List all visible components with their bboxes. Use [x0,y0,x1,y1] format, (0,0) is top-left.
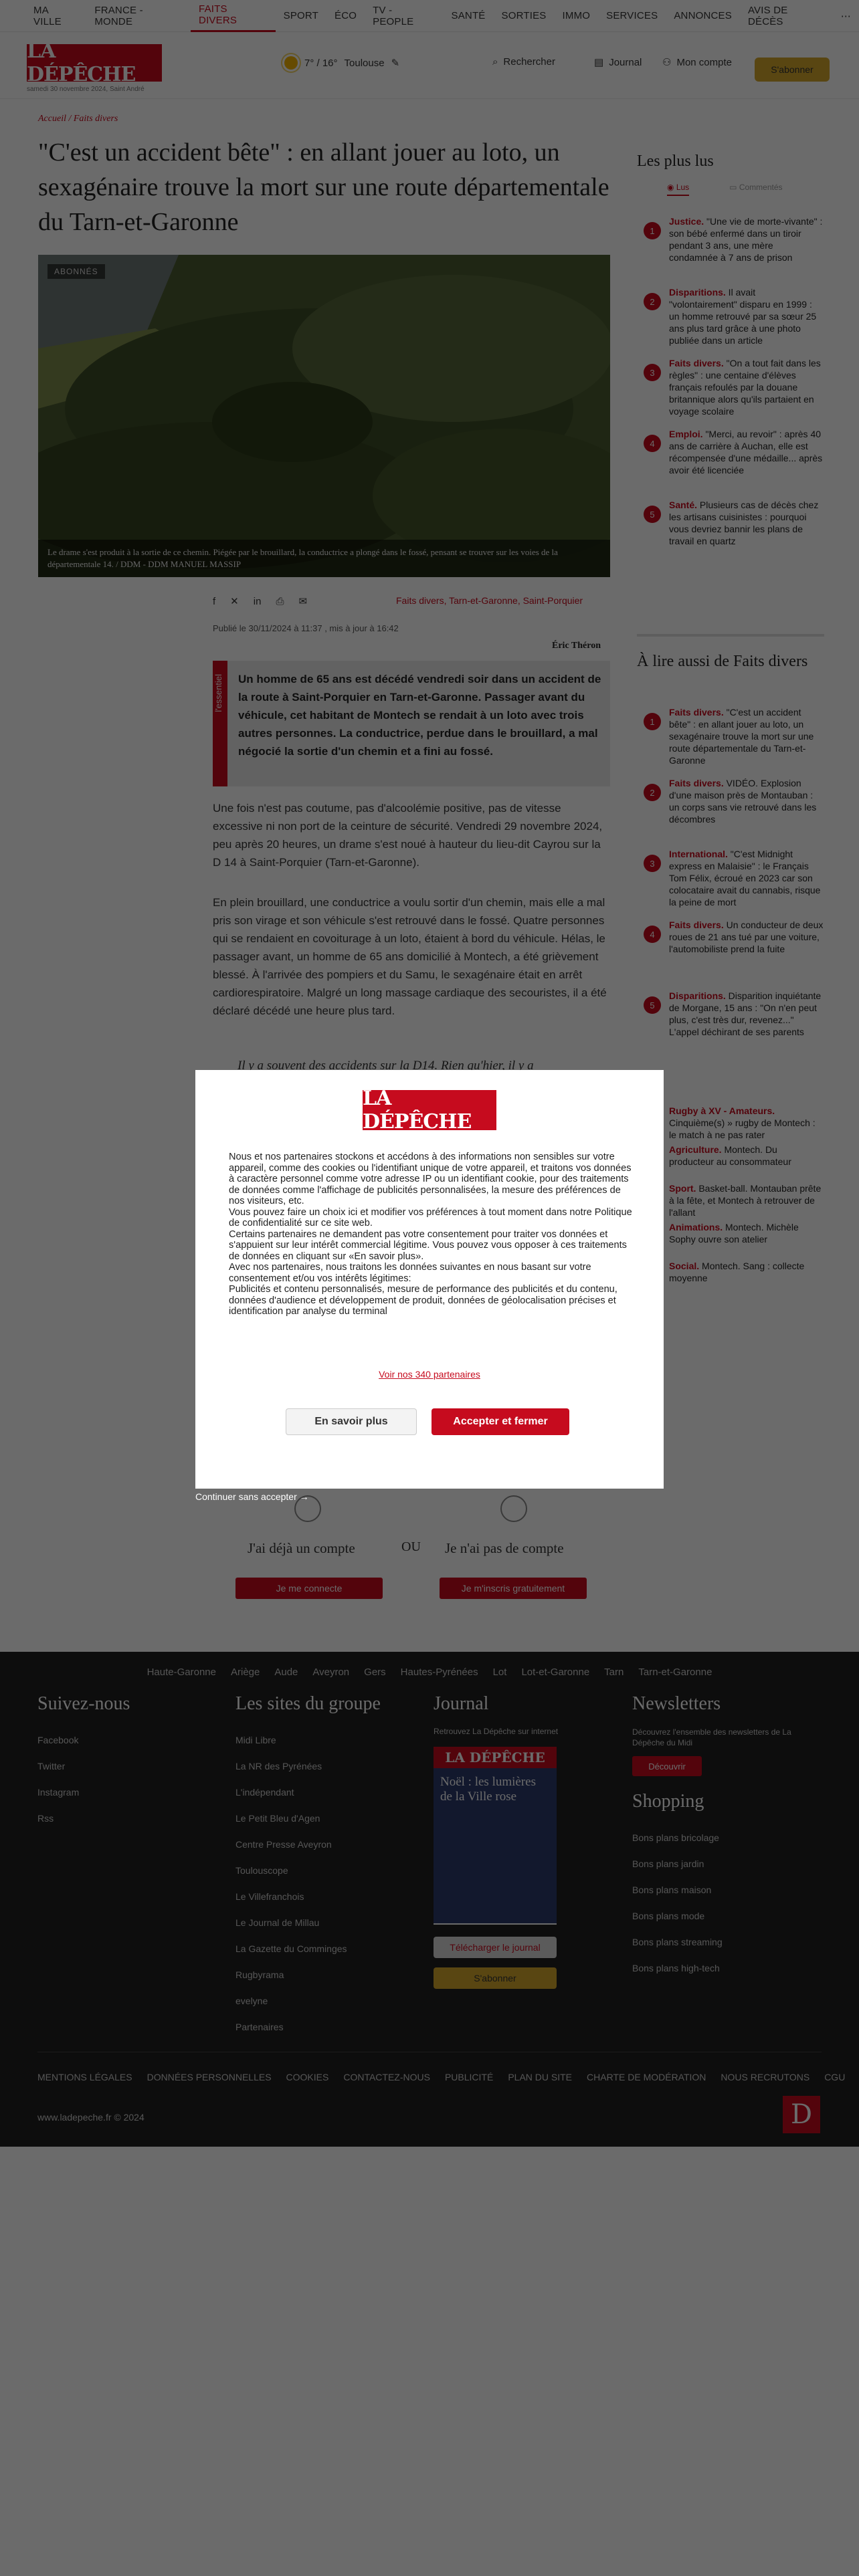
continue-without-accepting[interactable]: Continuer sans accepter → [195,1491,309,1502]
learn-more-button[interactable]: En savoir plus [286,1408,417,1435]
consent-text: Nous et nos partenaires stockons et accédons à des informations non sensibles sur votre appareil, comme des cookies ou l'identifiant unique de votre appareil, et traitons vos données à caractère personnel comme votre adresse IP ou un identifiant cookie, pour des traitements de données comme l'affichage de publicités personnalisées, la mesure des préférences de nos visiteurs, etc. Vous pouvez faire un choix ici et modifier vos préférences à tout moment dans notre Politique de confidentialité sur ce site web. Certains partenaires ne demandent pas votre consentement pour traiter vos données et s'appuient sur leur intérêt commercial légitime. Vous pouvez vous opposer à ces traitements de données en cliquant sur «En savoir plus». Avec nos partenaires, nous traitons les données suivantes en nous basant sur votre consentement et/ou vos intérêts légitimes: Publicités et contenu personnalisés, mesure de performance des publicités et du contenu, données d'audience et développement de produit, données de géolocalisation précises et identification par analyse du terminal [229,1152,632,1317]
consent-modal [195,1070,664,1489]
modal-logo: LA DÉPÊCHE [363,1090,496,1130]
accept-button[interactable]: Accepter et fermer [432,1408,569,1435]
partners-link[interactable]: Voir nos 340 partenaires [379,1369,480,1380]
